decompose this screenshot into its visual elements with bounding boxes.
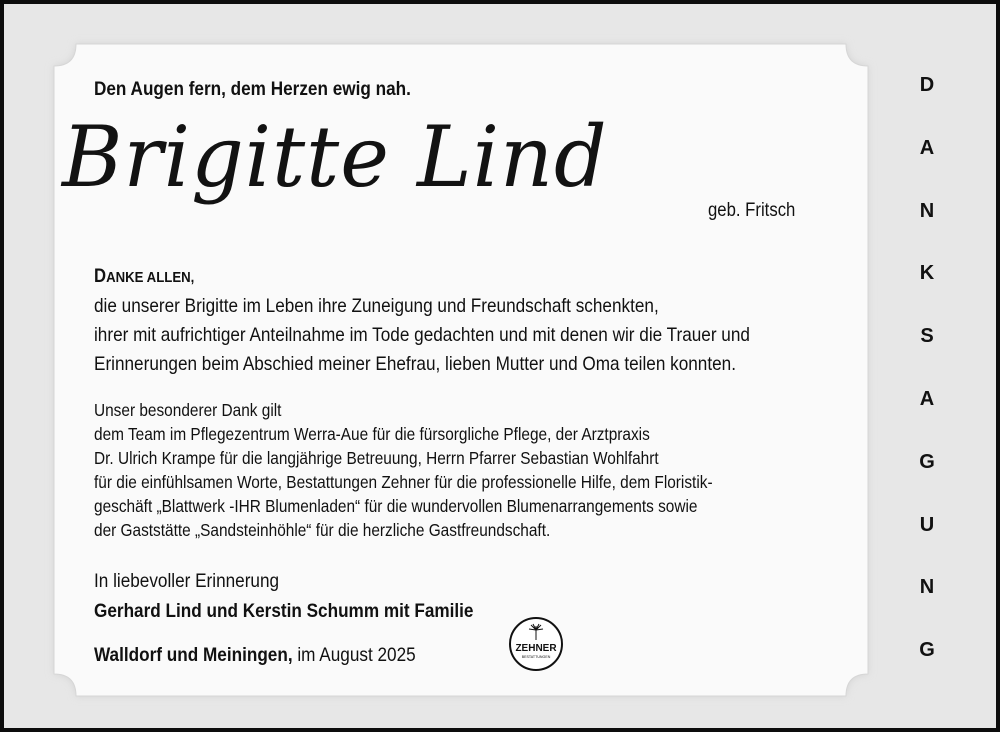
side-title [909,74,945,702]
thanks-line: die unserer Brigitte im Leben ihre Zuneigung und Freundschaft schenkten, [94,295,659,317]
side-title-letter: N [919,199,935,222]
side-title-letter: G [919,450,935,473]
thanks-paragraph [94,292,750,379]
funeral-home-logo [508,616,564,672]
special-thanks-line: der Gaststätte „Sandsteinhöhle“ für die herzliche Gastfreundschaft. [94,520,551,540]
special-thanks-line: Dr. Ulrich Krampe für die langjährige Betreuung, Herrn Pfarrer Sebastian Wohlfahrt [94,448,659,468]
side-title-letter: U [919,513,935,536]
side-title-letter: A [919,136,935,159]
special-thanks-line: dem Team im Pflegezentrum Werra-Aue für die fürsorgliche Pflege, der Arztpraxis [94,424,650,444]
place: Walldorf und Meiningen, [94,644,293,666]
side-title-letter: S [920,325,934,348]
side-title-letter: A [919,387,935,410]
thanks-heading-initial: D [94,266,107,287]
side-title-letter: D [919,74,935,96]
special-thanks-paragraph [94,398,713,542]
side-title-letter: G [919,639,935,662]
date: im August 2025 [297,644,416,666]
family-names: Gerhard Lind und Kerstin Schumm mit Familie [94,600,474,622]
motto: Den Augen fern, dem Herzen ewig nah. [94,78,411,100]
maiden-name: geb. Fritsch [708,200,796,221]
thanks-heading [94,266,194,288]
deceased-name: Brigitte Lind [62,108,608,206]
logo-subtitle: BESTATTUNGEN [521,655,551,659]
place-date [94,644,416,667]
closing-line: In liebevoller Erinnerung [94,570,280,592]
special-thanks-line: geschäft „Blattwerk -IHR Blumenladen“ für die wundervollen Blumenarrangements sowie [94,496,698,516]
side-title-letter: N [919,576,935,599]
side-title-letter: K [919,262,935,285]
logo-name: ZEHNER [515,643,557,654]
thanks-heading-rest: ANKE ALLEN, [106,269,195,286]
special-thanks-line: Unser besonderer Dank gilt [94,400,282,420]
special-thanks-line: für die einfühlsamen Worte, Bestattungen Zehner für die professionelle Hilfe, dem Floristik- [94,472,713,492]
thanks-line: Erinnerungen beim Abschied meiner Ehefrau, lieben Mutter und Oma teilen konnten. [94,353,736,375]
thanks-line: ihrer mit aufrichtiger Anteilnahme im Tode gedachten und mit denen wir die Trauer und [94,324,750,346]
